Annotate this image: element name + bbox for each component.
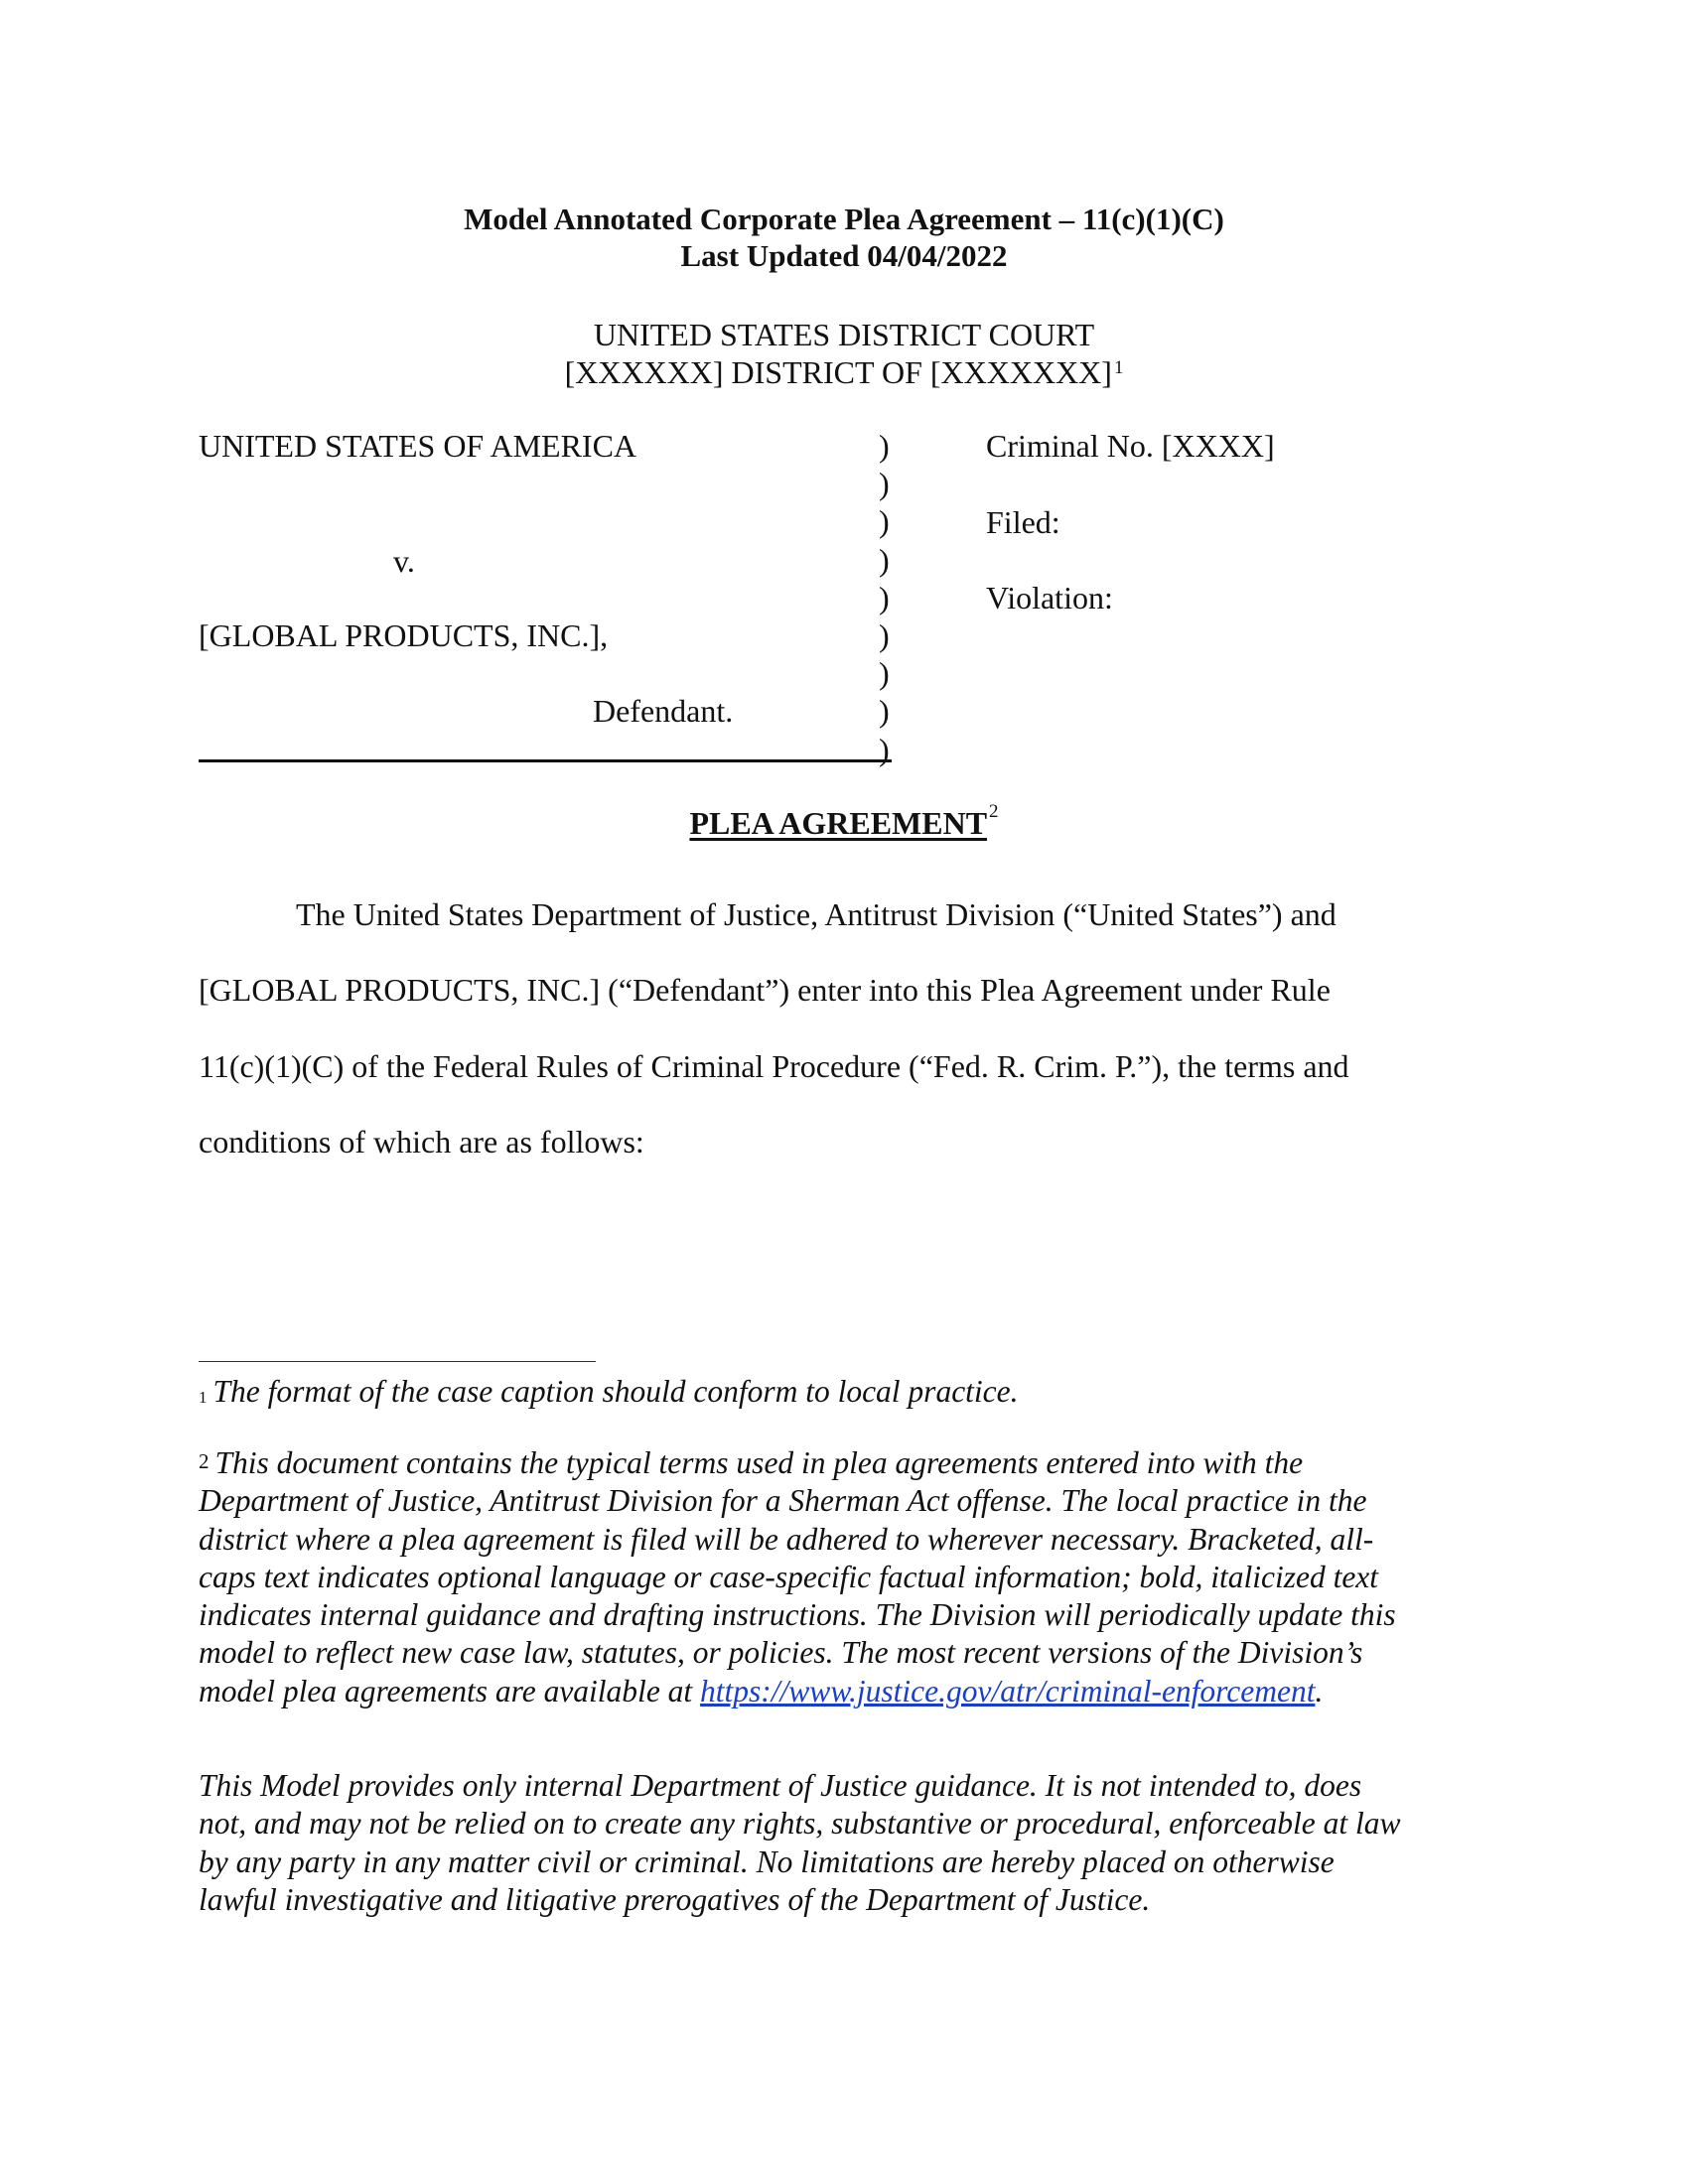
caption-paren: ) — [879, 616, 890, 653]
last-updated: Last Updated 04/04/2022 — [680, 238, 1008, 273]
footnote-2-line: This document contains the typical terms used in plea agreements entered into with the — [214, 1445, 1304, 1480]
footnote-separator — [199, 1361, 596, 1362]
footnote-2-line: indicates internal guidance and drafting instructions. The Division will periodically update this — [199, 1597, 1396, 1633]
disclaimer-line: not, and may not be relied on to create any rights, substantive or procedural, enforceable at law — [199, 1806, 1401, 1842]
footnote-2-line-prefix: model plea agreements are available at — [199, 1673, 701, 1708]
criminal-enforcement-link[interactable]: https://www.justice.gov/atr/criminal-enforcement — [700, 1673, 1316, 1708]
footnote-1-text: The format of the case caption should conform to local practice. — [212, 1374, 1019, 1409]
footnote-2-line: model to reflect new case law, statutes, or policies. The most recent versions of the Division’s — [199, 1635, 1363, 1671]
disclaimer-line: lawful investigative and litigative prerogatives of the Department of Justice. — [199, 1881, 1151, 1917]
court-district-text: [XXXXXX] DISTRICT OF [XXXXXXX] — [564, 354, 1112, 390]
plea-agreement-heading — [0, 801, 1688, 842]
criminal-number: Criminal No. [XXXX] — [986, 428, 1275, 464]
footnote-ref-2: 2 — [989, 801, 999, 822]
footnote-2-number: 2 — [199, 1449, 210, 1473]
caption-defendant-label: Defendant. — [593, 693, 734, 729]
footnote-ref-1: 1 — [1113, 357, 1124, 378]
caption-plaintiff: UNITED STATES OF AMERICA — [199, 428, 637, 464]
plea-agreement-title: PLEA AGREEMENT — [689, 805, 988, 841]
body-line: conditions of which are as follows: — [199, 1124, 644, 1160]
caption-paren: ) — [879, 693, 890, 730]
disclaimer-line: This Model provides only internal Department of Justice guidance. It is not intended to, does — [199, 1768, 1362, 1803]
footnote-2-line: caps text indicates optional language or case-specific factual information; bold, italicized text — [199, 1559, 1379, 1594]
footnote-2-line: district where a plea agreement is filed will be adhered to wherever necessary. Bracketed, all- — [199, 1521, 1374, 1557]
caption-paren: ) — [879, 428, 890, 464]
caption-paren-column — [879, 427, 909, 768]
footnote-2-line-suffix: . — [1315, 1673, 1324, 1708]
disclaimer-line: by any party in any matter civil or criminal. No limitations are hereby placed on otherwise — [199, 1843, 1335, 1879]
court-district — [0, 353, 1688, 391]
footnote-1 — [199, 1373, 1489, 1411]
body-line: The United States Department of Justice, Antitrust Division (“United States”) and — [296, 896, 1336, 932]
footnote-2-line: Department of Justice, Antitrust Division for a Sherman Act offense. The local practice in the — [199, 1483, 1367, 1519]
filed-label: Filed: — [986, 504, 1060, 540]
caption-paren: ) — [879, 466, 890, 502]
footnote-2-last-line — [199, 1673, 1489, 1710]
body-line: [GLOBAL PRODUCTS, INC.] (“Defendant”) enter into this Plea Agreement under Rule — [199, 972, 1331, 1008]
caption-paren: ) — [879, 503, 890, 540]
body-line: 11(c)(1)(C) of the Federal Rules of Criminal Procedure (“Fed. R. Crim. P.”), the terms and — [199, 1048, 1349, 1084]
document-title: Model Annotated Corporate Plea Agreement – 11(c)(1)(C) — [464, 202, 1224, 236]
footnote-2 — [199, 1444, 1489, 1710]
caption-paren: ) — [879, 541, 890, 578]
disclaimer — [199, 1767, 1489, 1919]
court-name: UNITED STATES DISTRICT COURT — [593, 317, 1095, 352]
caption-rule — [199, 759, 892, 762]
caption-paren: ) — [879, 731, 890, 767]
caption-paren: ) — [879, 579, 890, 615]
violation-label: Violation: — [986, 580, 1113, 615]
footnote-1-number: 1 — [199, 1388, 208, 1407]
caption-paren: ) — [879, 655, 890, 692]
caption-defendant-name: [GLOBAL PRODUCTS, INC.], — [199, 617, 609, 653]
caption-versus: v. — [393, 543, 415, 579]
